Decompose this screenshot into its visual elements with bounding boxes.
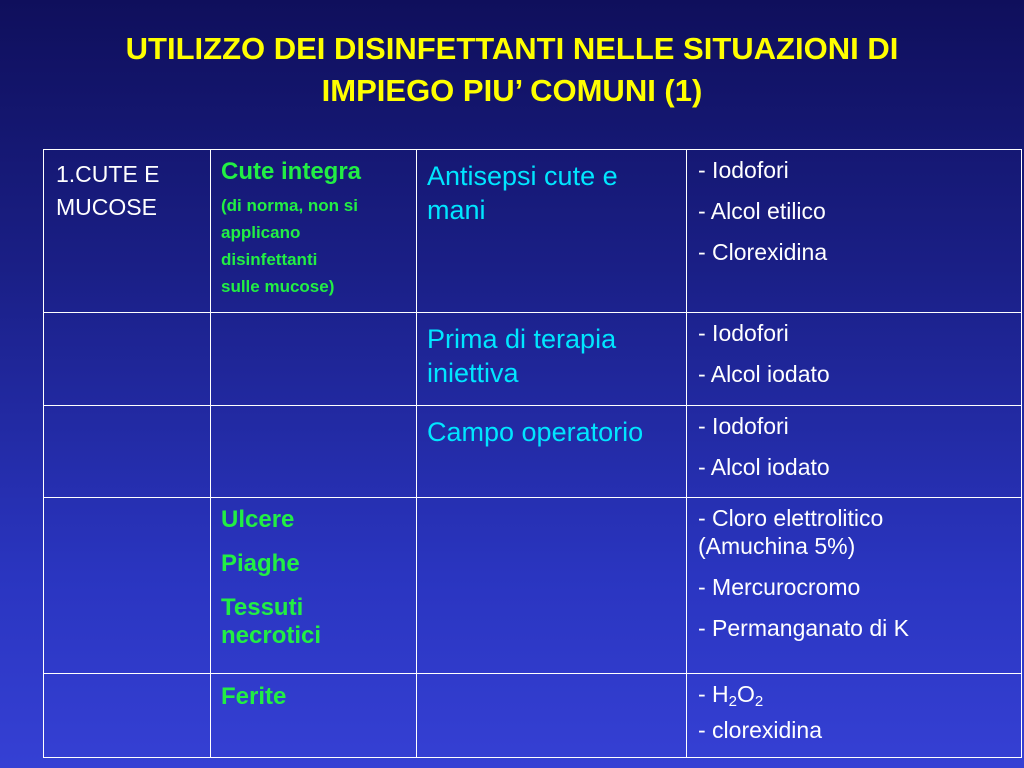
area-label: Tessuti necrotici bbox=[221, 594, 322, 649]
empty-cell bbox=[44, 674, 211, 758]
h2o2-sub-1: 2 bbox=[728, 693, 738, 710]
slide-title bbox=[0, 28, 1024, 112]
table-row bbox=[44, 674, 1022, 758]
table-row bbox=[44, 313, 1022, 406]
agents-cell bbox=[687, 498, 1022, 674]
table-row bbox=[44, 150, 1022, 313]
agent-item-h2o2 bbox=[698, 680, 1015, 708]
use-label: Antisepsi cute e mani bbox=[427, 161, 618, 225]
empty-cell bbox=[211, 406, 417, 498]
agent-item: - Alcol iodato bbox=[698, 361, 830, 387]
table-row bbox=[44, 498, 1022, 674]
area-label: Cute integra bbox=[221, 158, 362, 185]
agent-item: - Alcol etilico bbox=[698, 198, 826, 224]
table-row bbox=[44, 406, 1022, 498]
agent-item: - Clorexidina bbox=[698, 239, 828, 265]
h2o2-sub-2: 2 bbox=[754, 693, 764, 710]
area-label: Ulcere bbox=[221, 506, 295, 533]
slide-title-line-2: IMPIEGO PIU’ COMUNI (1) bbox=[321, 73, 703, 108]
empty-cell bbox=[44, 406, 211, 498]
empty-cell bbox=[211, 313, 417, 406]
use-label: Prima di terapia iniettiva bbox=[427, 324, 617, 388]
category-line-1: 1.CUTE E bbox=[56, 161, 160, 187]
area-label: Piaghe bbox=[221, 550, 300, 577]
area-note-line: disinfettanti bbox=[221, 250, 318, 269]
agents-cell bbox=[687, 406, 1022, 498]
agents-cell bbox=[687, 674, 1022, 758]
agent-item: - clorexidina bbox=[698, 717, 822, 743]
agent-item: - Mercurocromo bbox=[698, 574, 861, 600]
agent-item: - Alcol iodato bbox=[698, 454, 830, 480]
use-cell bbox=[417, 406, 687, 498]
agent-item: - Iodofori bbox=[698, 157, 789, 183]
empty-cell bbox=[44, 498, 211, 674]
agent-item: - Permanganato di K bbox=[698, 615, 909, 641]
empty-cell bbox=[44, 313, 211, 406]
area-note-line: sulle mucose) bbox=[221, 277, 335, 296]
agent-item: - Cloro elettrolitico bbox=[698, 505, 884, 531]
use-cell bbox=[417, 313, 687, 406]
area-cell bbox=[211, 150, 417, 313]
disinfectant-table bbox=[43, 149, 1022, 758]
slide-title-line-1: UTILIZZO DEI DISINFETTANTI NELLE SITUAZIONI DI bbox=[125, 31, 899, 66]
h2o2-prefix: - H bbox=[698, 681, 729, 707]
area-note-line: (di norma, non si bbox=[221, 196, 358, 215]
category-cell bbox=[44, 150, 211, 313]
area-note-line: applicano bbox=[221, 223, 301, 242]
category-line-2: MUCOSE bbox=[56, 194, 157, 220]
use-label: Campo operatorio bbox=[427, 417, 644, 447]
area-cell bbox=[211, 674, 417, 758]
area-label: Ferite bbox=[221, 683, 287, 710]
agent-item-note: (Amuchina 5%) bbox=[698, 533, 856, 559]
agent-item: - Iodofori bbox=[698, 413, 789, 439]
agents-cell bbox=[687, 150, 1022, 313]
agent-item: - Iodofori bbox=[698, 320, 789, 346]
empty-cell bbox=[417, 498, 687, 674]
empty-cell bbox=[417, 674, 687, 758]
area-cell bbox=[211, 498, 417, 674]
agents-cell bbox=[687, 313, 1022, 406]
use-cell bbox=[417, 150, 687, 313]
h2o2-mid: O bbox=[737, 681, 755, 707]
